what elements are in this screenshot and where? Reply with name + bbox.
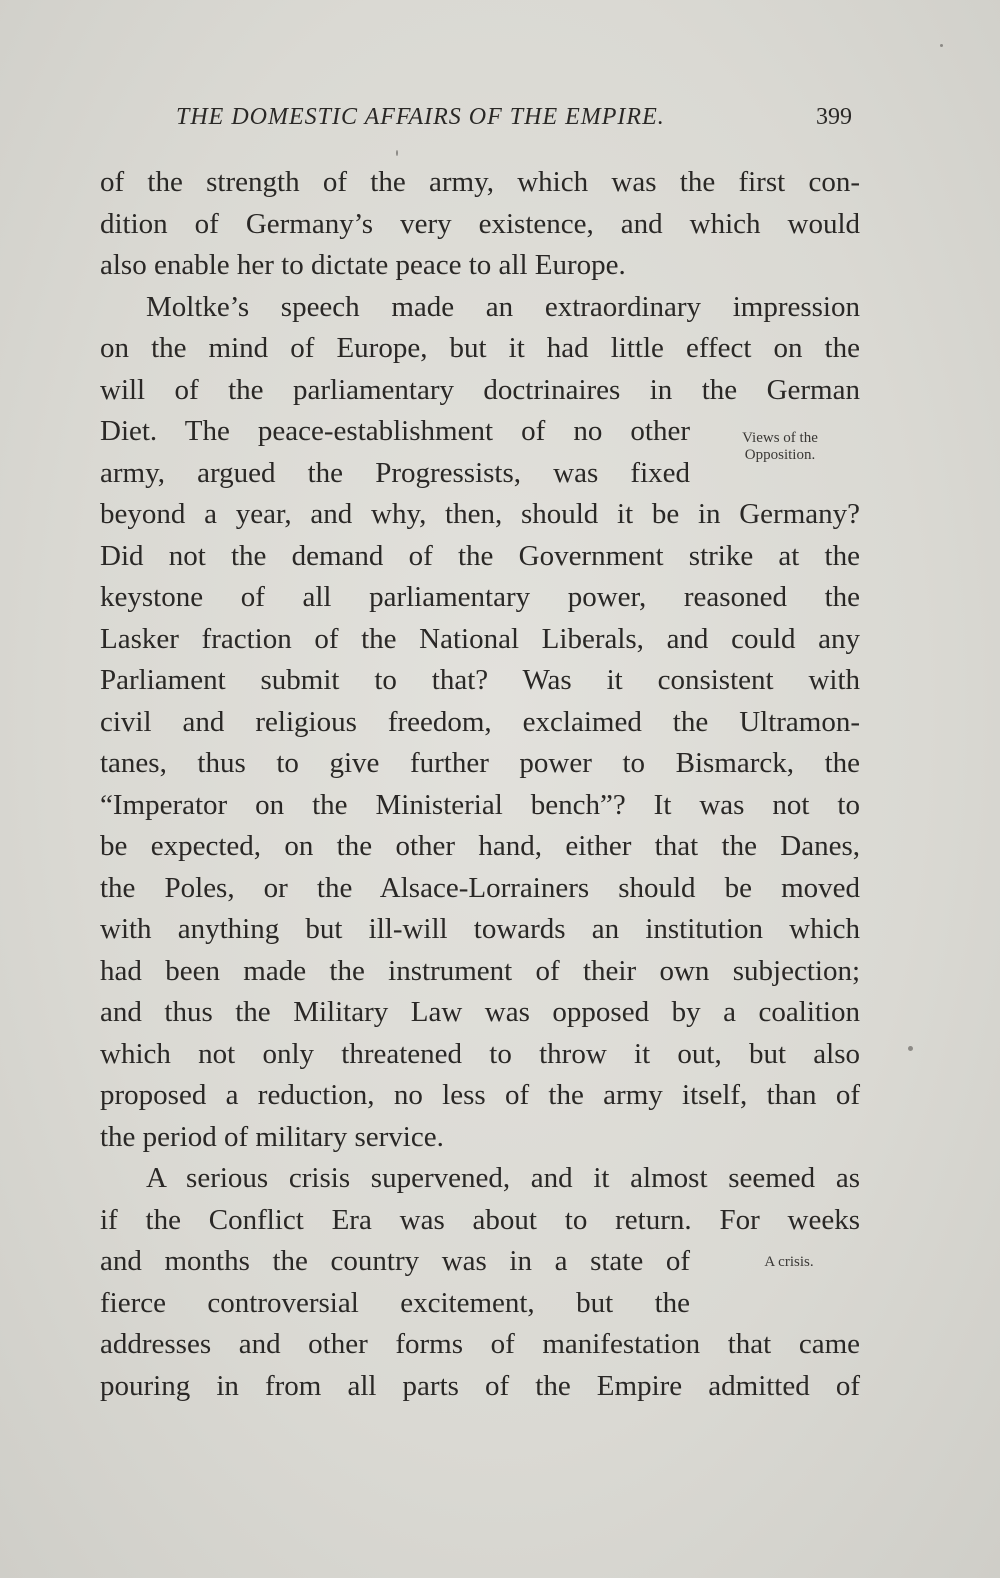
text-line: army, argued the Progressists, was fixed	[100, 456, 690, 489]
text-line: Parliament submit to that? Was it consistent with	[100, 664, 860, 696]
paper-speck	[396, 150, 398, 156]
text-line: civil and religious freedom, exclaimed the Ultramon-	[100, 705, 860, 738]
running-head	[176, 104, 856, 140]
running-title: THE DOMESTIC AFFAIRS OF THE EMPIRE.	[176, 104, 665, 130]
text-line: Lasker fraction of the National Liberals, and could any	[100, 622, 860, 655]
text-line: pouring in from all parts of the Empire admitted of	[100, 1369, 860, 1402]
margin-note-crisis: A crisis.	[764, 1254, 814, 1270]
text-line: Moltke’s speech made an extraordinary impression	[146, 290, 860, 323]
margin-note-line: Opposition.	[744, 447, 816, 463]
margin-note-views	[718, 430, 842, 464]
margin-note-line: Views of the	[742, 430, 818, 446]
paper-speck	[940, 44, 943, 47]
text-line: addresses and other forms of manifestation that came	[100, 1328, 860, 1360]
text-line: with anything but ill-will towards an institution which	[100, 913, 860, 945]
text-line: if the Conflict Era was about to return. For weeks	[100, 1203, 860, 1236]
text-line: be expected, on the other hand, either that the Danes,	[100, 830, 860, 862]
page-number: 399	[816, 104, 852, 130]
text-line: which not only threatened to throw it out, but also	[100, 1037, 860, 1070]
text-line: the Poles, or the Alsace-Lorrainers should be moved	[100, 871, 860, 904]
text-line: keystone of all parliamentary power, reasoned the	[100, 581, 860, 613]
text-line: “Imperator on the Ministerial bench”? It was not to	[100, 788, 860, 821]
text-line: Diet. The peace-establishment of no other	[100, 415, 690, 447]
text-line: of the strength of the army, which was the first con-	[100, 166, 860, 198]
text-line: and months the country was in a state of	[100, 1245, 690, 1277]
text-line: fierce controversial excitement, but the	[100, 1286, 690, 1319]
text-line: tanes, thus to give further power to Bismarck, the	[100, 747, 860, 779]
text-line: will of the parliamentary doctrinaires in the German	[100, 373, 860, 406]
text-line: Did not the demand of the Government strike at the	[100, 539, 860, 572]
text-line: dition of Germany’s very existence, and which would	[100, 207, 860, 240]
text-line: proposed a reduction, no less of the army itself, than of	[100, 1079, 860, 1111]
text-line: the period of military service.	[100, 1120, 444, 1153]
text-line: on the mind of Europe, but it had little effect on the	[100, 332, 860, 364]
text-line: also enable her to dictate peace to all Europe.	[100, 249, 626, 281]
text-line: and thus the Military Law was opposed by a coalition	[100, 996, 860, 1028]
text-line: A serious crisis supervened, and it almost seemed as	[146, 1162, 860, 1194]
text-line: beyond a year, and why, then, should it be in Germany?	[100, 498, 860, 530]
text-line: had been made the instrument of their own subjection;	[100, 954, 860, 987]
body-text	[100, 162, 860, 1407]
paper-speck	[908, 1046, 913, 1051]
